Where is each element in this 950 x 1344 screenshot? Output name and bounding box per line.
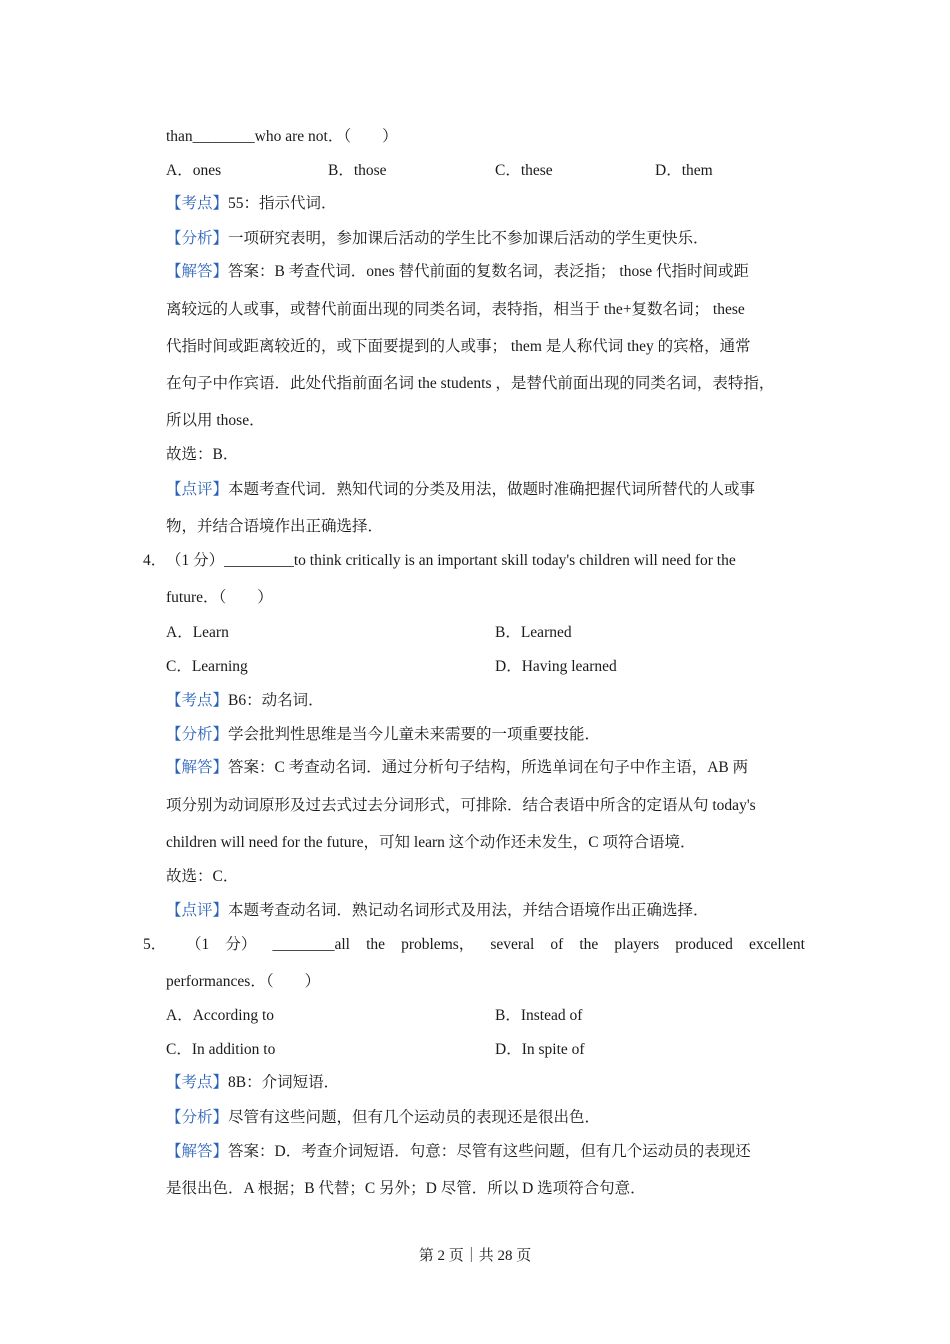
q3-dianping-line-1: 【点评】本题考查代词．熟知代词的分类及用法，做题时准确把握代词所替代的人或事: [166, 481, 756, 498]
q5-kaodian: 【考点】8B：介词短语．: [166, 1074, 340, 1091]
q5-fenxi: 【分析】尽管有这些问题，但有几个运动员的表现还是很出色．: [166, 1109, 601, 1126]
fenxi-tag: 【分析】: [166, 1109, 229, 1126]
q3-jieda-line-2: 离较远的人或事，或替代前面出现的同类名词，表特指，相当于 the+复数名词； these: [166, 301, 745, 318]
jieda-tag: 【解答】: [166, 759, 229, 776]
q3-kaodian: 【考点】55：指示代词．: [166, 195, 337, 212]
q4-number: 4．: [143, 552, 167, 569]
q3-option-a: A．ones: [166, 162, 222, 179]
q3-option-d: D．them: [655, 162, 713, 179]
q4-jieda-line-3: children will need for the future，可知 learn 这个动作还未发生，C 项符合语境．: [166, 834, 696, 851]
q5-stem-line-2: performances．（ ）: [166, 973, 321, 990]
q3-jieda-line-5: 所以用 those．: [166, 412, 265, 429]
q4-dianping: 【点评】本题考查动名词．熟记动名词形式及用法，并结合语境作出正确选择．: [166, 902, 709, 919]
q3-option-c: C．these: [495, 162, 553, 179]
q4-kaodian: 【考点】B6：动名词．: [166, 692, 324, 709]
q5-option-a: A．According to: [166, 1007, 275, 1024]
kaodian-tag: 【考点】: [166, 692, 229, 709]
dianping-tag: 【点评】: [166, 902, 229, 919]
q5-number: 5．: [143, 936, 167, 953]
kaodian-tag: 【考点】: [166, 1074, 229, 1091]
q4-option-c: C．Learning: [166, 658, 248, 675]
q5-stem-line-1: （1 分） ________all the problems， several of the players produced excellent: [186, 936, 805, 953]
q4-jieda-line-1: 【解答】答案：C 考查动名词．通过分析句子结构，所选单词在句子中作主语，AB 两: [166, 759, 749, 776]
fenxi-tag: 【分析】: [166, 230, 229, 247]
q4-option-a: A．Learn: [166, 624, 229, 641]
q4-stem-line-1: （1 分）_________to think critically is an important skill today's children will need for the: [166, 552, 736, 569]
q3-guxuan: 故选：B．: [166, 446, 239, 463]
q4-option-d: D．Having learned: [495, 658, 617, 675]
q4-option-b: B．Learned: [495, 624, 572, 641]
kaodian-tag: 【考点】: [166, 195, 229, 212]
q5-jieda-line-1: 【解答】答案：D．考查介词短语．句意：尽管有这些问题，但有几个运动员的表现还: [166, 1143, 751, 1160]
q4-fenxi: 【分析】学会批判性思维是当今儿童未来需要的一项重要技能．: [166, 726, 601, 743]
q4-guxuan: 故选：C．: [166, 868, 239, 885]
q5-jieda-line-2: 是很出色．A 根据；B 代替；C 另外；D 尽管．所以 D 选项符合句意．: [166, 1180, 646, 1197]
q5-option-d: D．In spite of: [495, 1041, 585, 1058]
q3-jieda-line-4: 在句子中作宾语．此处代指前面名词 the students ，是替代前面出现的同类名词，表特指，: [166, 375, 775, 392]
jieda-tag: 【解答】: [166, 263, 229, 280]
q3-dianping-line-2: 物，并结合语境作出正确选择．: [166, 518, 384, 535]
page-footer: 第 2 页｜共 28 页: [418, 1248, 532, 1264]
q4-jieda-line-2: 项分别为动词原形及过去式过去分词形式，可排除．结合表语中所含的定语从句 today's: [166, 797, 756, 814]
dianping-tag: 【点评】: [166, 481, 229, 498]
jieda-tag: 【解答】: [166, 1143, 229, 1160]
q3-stem-continuation: than________who are not．（ ）: [166, 128, 398, 145]
q5-option-c: C．In addition to: [166, 1041, 276, 1058]
q3-jieda-line-1: 【解答】答案：B 考查代词．ones 替代前面的复数名词，表泛指； those 代指时间或距: [166, 263, 749, 280]
q4-stem-line-2: future．（ ）: [166, 589, 273, 606]
fenxi-tag: 【分析】: [166, 726, 229, 743]
q5-option-b: B．Instead of: [495, 1007, 583, 1024]
q3-fenxi: 【分析】一项研究表明，参加课后活动的学生比不参加课后活动的学生更快乐．: [166, 230, 709, 247]
q3-option-b: B．those: [328, 162, 387, 179]
q3-jieda-line-3: 代指时间或距离较近的，或下面要提到的人或事； them 是人称代词 they 的宾格，通常: [166, 338, 751, 355]
